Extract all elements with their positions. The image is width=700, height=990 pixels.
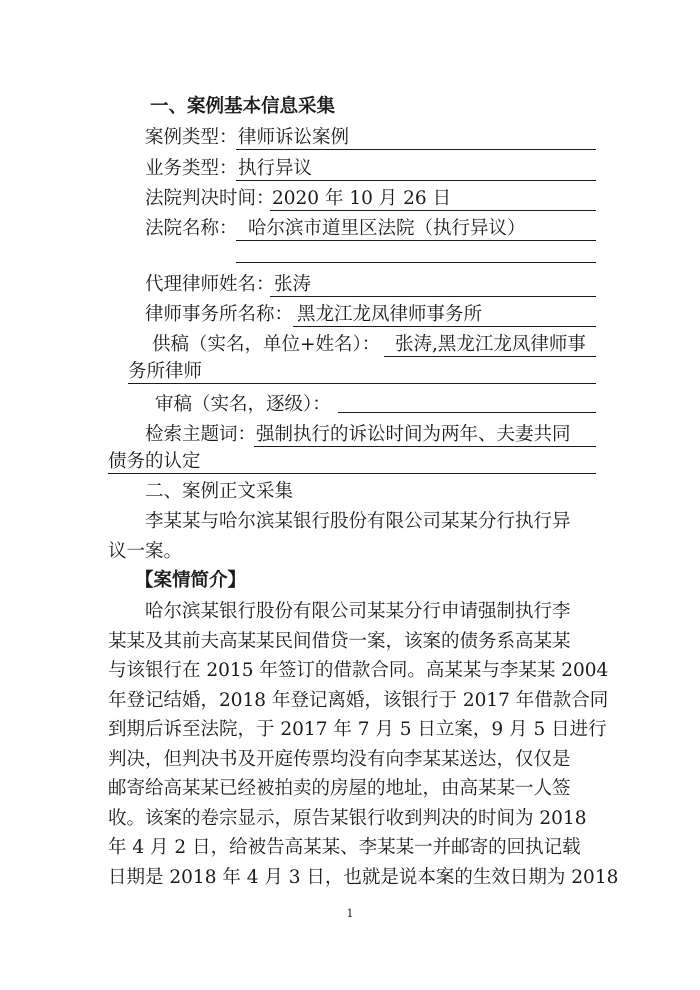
judgment-time-label: 法院判决时间： xyxy=(145,188,275,209)
firm-name-label: 律师事务所名称： xyxy=(145,304,294,325)
case-type-underline xyxy=(236,149,596,150)
paragraph-line: 判决，但判决书及开庭传票均没有向李某某送达，仅仅是 xyxy=(108,749,571,770)
firm-name-underline xyxy=(293,326,596,327)
court-name-label: 法院名称： xyxy=(145,218,238,239)
case-type-label: 案例类型： xyxy=(145,127,238,148)
paragraph-line: 哈尔滨某银行股份有限公司某某分行申请强制执行李 xyxy=(145,601,571,622)
paragraph-line: 年 4 月 2 日，给被告高某某、李某某一并邮寄的回执记载 xyxy=(108,837,581,858)
business-type-underline xyxy=(236,180,596,181)
case-title-line1: 李某某与哈尔滨某银行股份有限公司某某分行执行异 xyxy=(145,511,571,532)
keywords-underline-2 xyxy=(108,473,596,474)
paragraph-line: 日期是 2018 年 4 月 3 日，也就是说本案的生效日期为 2018 xyxy=(108,867,619,888)
paragraph-line: 邮寄给高某某已经被拍卖的房屋的地址，由高某某一人签 xyxy=(108,778,571,799)
contributor-label: 供稿（实名，单位+姓名）： xyxy=(152,334,381,355)
keywords-label: 检索主题词： xyxy=(145,424,257,445)
contributor-value-line2: 务所律师 xyxy=(128,361,203,382)
paragraph-line: 年登记结婚，2018 年登记离婚，该银行于 2017 年借款合同 xyxy=(108,690,609,711)
keywords-underline xyxy=(254,446,596,447)
reviewer-underline xyxy=(338,412,596,413)
section2-heading: 二、案例正文采集 xyxy=(145,481,294,502)
business-type-label: 业务类型： xyxy=(145,158,238,179)
judgment-time-value: 2020 年 10 月 26 日 xyxy=(272,188,452,209)
lawyer-name-label: 代理律师姓名： xyxy=(145,274,275,295)
keywords-value-line1: 强制执行的诉讼时间为两年、夫妻共同 xyxy=(256,424,571,445)
firm-name-value: 黑龙江龙凤律师事务所 xyxy=(297,304,483,325)
case-type-value: 律师诉讼案例 xyxy=(238,127,350,148)
case-title-line2: 议一案。 xyxy=(108,541,183,562)
page-number: 1 xyxy=(346,907,354,920)
paragraph-line: 收。该案的卷宗显示，原告某银行收到判决的时间为 2018 xyxy=(108,808,587,829)
contributor-underline-2 xyxy=(128,383,596,384)
court-name-underline xyxy=(236,240,596,241)
contributor-value-line1: 张涛,黑龙江龙凤律师事 xyxy=(395,334,586,355)
judgment-time-underline xyxy=(270,210,596,211)
reviewer-label: 审稿（实名，逐级）： xyxy=(155,394,331,415)
paragraph-line: 某某及其前夫高某某民间借贷一案，该案的债务系高某某 xyxy=(108,631,571,652)
court-name-underline-2 xyxy=(236,262,596,263)
keywords-value-line2: 债务的认定 xyxy=(108,451,201,472)
paragraph-line: 与该银行在 2015 年签订的借款合同。高某某与李某某 2004 xyxy=(108,660,609,681)
lawyer-name-underline xyxy=(270,296,596,297)
case-summary-subheading: 【案情简介】 xyxy=(135,570,247,591)
business-type-value: 执行异议 xyxy=(238,158,313,179)
section1-heading: 一、案例基本信息采集 xyxy=(150,96,336,117)
paragraph-line: 到期后诉至法院，于 2017 年 7 月 5 日立案，9 月 5 日进行 xyxy=(108,719,607,740)
court-name-value: 哈尔滨市道里区法院（执行异议） xyxy=(248,218,526,239)
lawyer-name-value: 张涛 xyxy=(274,274,312,295)
contributor-underline xyxy=(384,356,596,357)
